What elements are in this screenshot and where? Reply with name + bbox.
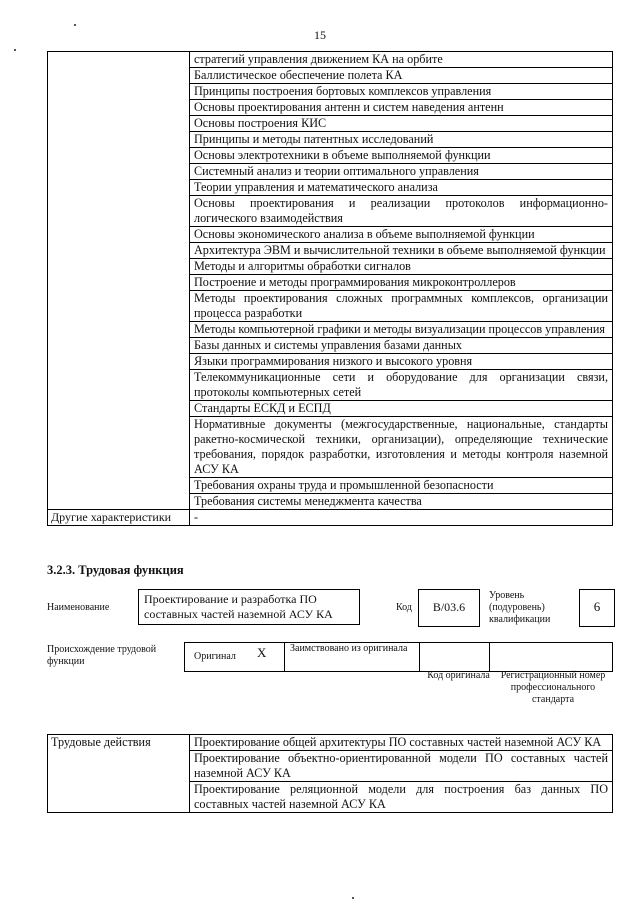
borrowed-label: Заимствовано из оригинала bbox=[284, 643, 419, 671]
name-box: Проектирование и разработка ПО составных частей наземной АСУ КА bbox=[138, 589, 360, 625]
knowledge-item: Основы проектирования и реализации протоколов информационно-логического взаимодействия bbox=[190, 196, 613, 227]
scan-speck bbox=[74, 24, 76, 26]
knowledge-item: Построение и методы программирования микроконтроллеров bbox=[190, 275, 613, 291]
knowledge-item: Требования системы менеджмента качества bbox=[190, 494, 613, 510]
original-code-cell bbox=[419, 643, 489, 671]
knowledge-item: Принципы и методы патентных исследований bbox=[190, 132, 613, 148]
knowledge-item: Методы и алгоритмы обработки сигналов bbox=[190, 259, 613, 275]
code-original-caption: Код оригинала bbox=[427, 670, 490, 681]
section-title: 3.2.3. Трудовая функция bbox=[47, 563, 184, 577]
page-number: 15 bbox=[314, 28, 326, 42]
knowledge-item: Требования охраны труда и промышленной безопасности bbox=[190, 478, 613, 494]
scan-speck bbox=[14, 49, 16, 51]
table-row bbox=[48, 735, 613, 751]
level-box: 6 bbox=[579, 589, 615, 627]
knowledge-item: Стандарты ЕСКД и ЕСПД bbox=[190, 401, 613, 417]
knowledge-item: Методы проектирования сложных программных комплексов, организации процесса разработки bbox=[190, 291, 613, 322]
work-action-item: Проектирование объектно-ориентированной модели ПО составных частей наземной АСУ КА bbox=[190, 751, 613, 782]
knowledge-item: Основы проектирования антенн и систем наведения антенн bbox=[190, 100, 613, 116]
registration-number-cell bbox=[489, 643, 613, 671]
knowledge-item: Нормативные документы (межгосударственные, национальные, стандарты ракетно-космической техники, организации), определяющие технические требования, порядок разработки, изготовления и методы контроля наземной АСУ КА bbox=[190, 417, 613, 478]
original-mark: X bbox=[257, 645, 267, 660]
work-action-item: Проектирование реляционной модели для построения баз данных ПО составных частей наземной АСУ КА bbox=[190, 782, 613, 813]
knowledge-item: Системный анализ и теории оптимального управления bbox=[190, 164, 613, 180]
registration-number-caption: Регистрационный номер профессионального стандарта bbox=[500, 670, 606, 705]
knowledge-label-cell bbox=[48, 52, 190, 510]
knowledge-item: Архитектура ЭВМ и вычислительной техники в объеме выполняемой функции bbox=[190, 243, 613, 259]
code-box: B/03.6 bbox=[418, 589, 480, 627]
table-row bbox=[48, 52, 613, 68]
work-actions-label: Трудовые действия bbox=[48, 735, 190, 813]
other-characteristics-label: Другие характеристики bbox=[48, 510, 190, 526]
code-label: Код bbox=[396, 602, 412, 613]
knowledge-item: Основы электротехники в объеме выполняемой функции bbox=[190, 148, 613, 164]
knowledge-item: Принципы построения бортовых комплексов управления bbox=[190, 84, 613, 100]
knowledge-item: Телекоммуникационные сети и оборудование для организации связи, протоколы компьютерных сетей bbox=[190, 370, 613, 401]
other-characteristics-value: - bbox=[190, 510, 613, 526]
table-row bbox=[48, 510, 613, 526]
knowledge-table bbox=[47, 51, 613, 526]
knowledge-item: Баллистическое обеспечение полета КА bbox=[190, 68, 613, 84]
origin-label: Происхождение трудовой функции bbox=[47, 644, 157, 667]
origin-row bbox=[184, 642, 613, 672]
original-cell bbox=[184, 643, 284, 671]
knowledge-item: Методы компьютерной графики и методы визуализации процессов управления bbox=[190, 322, 613, 338]
knowledge-item: Базы данных и системы управления базами данных bbox=[190, 338, 613, 354]
scan-speck bbox=[352, 897, 354, 899]
level-label: Уровень (подуровень) квалификации bbox=[489, 590, 551, 625]
knowledge-item: Языки программирования низкого и высокого уровня bbox=[190, 354, 613, 370]
knowledge-item: Основы экономического анализа в объеме выполняемой функции bbox=[190, 227, 613, 243]
work-action-item: Проектирование общей архитектуры ПО составных частей наземной АСУ КА bbox=[190, 735, 613, 751]
work-actions-table bbox=[47, 734, 613, 813]
knowledge-item: Основы построения КИС bbox=[190, 116, 613, 132]
knowledge-item: Теории управления и математического анализа bbox=[190, 180, 613, 196]
name-label: Наименование bbox=[47, 602, 110, 613]
original-label: Оригинал bbox=[194, 651, 236, 662]
knowledge-item: стратегий управления движением КА на орбите bbox=[190, 52, 613, 68]
